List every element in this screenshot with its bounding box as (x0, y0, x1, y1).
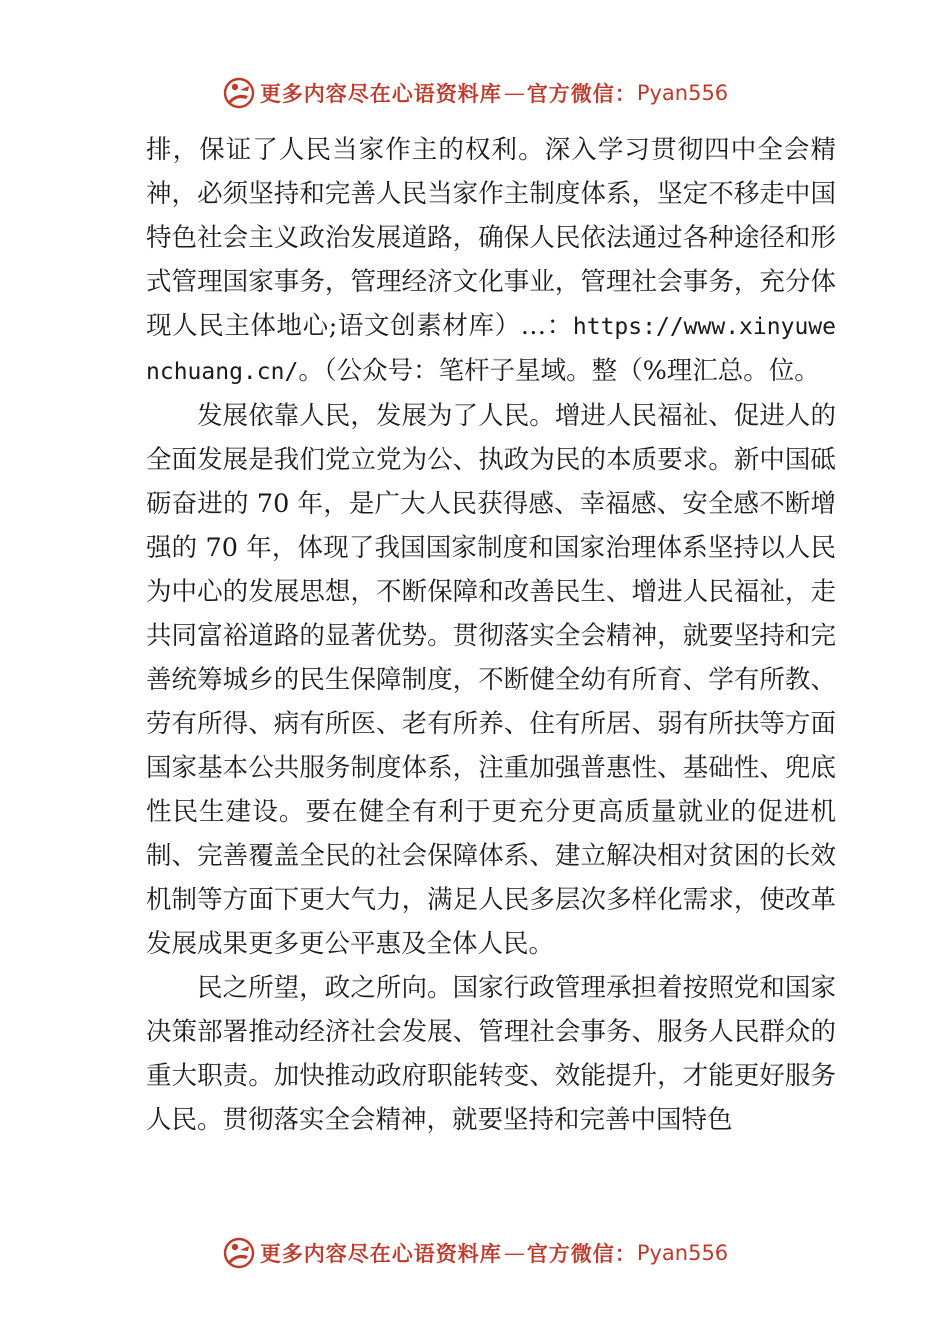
paragraph-1-text: 排，保证了人民当家作主的权利。深入学习贯彻四中全会精神，必须坚持和完善人民当家作主制度体系，坚定不移走中国特色社会主义政治发展道路，确保人民依法通过各种途径和形式管理国家事务，管理经济文化事业，管理社会事务，充分体现人民主体地心;语文创素材库）…： (146, 135, 836, 341)
footer-separator: — (503, 1241, 525, 1265)
footer-wechat-id: Pyan556 (636, 1241, 729, 1265)
footer-wechat-label: 官方微信： (526, 1241, 637, 1266)
header-banner (0, 70, 950, 116)
paragraph-2: 发展依靠人民，发展为了人民。增进人民福祉、促进人的全面发展是我们党立党为公、执政为民的本质要求。新中国砥砺奋进的 70 年，是广大人民获得感、幸福感、安全感不断增强的 70 年，体现了我国国家制度和国家治理体系坚持以人民为中心的发展思想，不断保障和改善民生、增进人民福祉，走共同富裕道路的显著优势。贯彻落实全会精神，就要坚持和完善统筹城乡的民生保障制度，不断健全幼有所育、学有所教、劳有所得、病有所医、老有所养、住有所居、弱有所扶等方面国家基本公共服务制度体系，注重加强普惠性、基础性、兜底性民生建设。要在健全有利于更充分更高质量就业的促进机制、完善覆盖全民的社会保障体系、建立解决相对贫困的长效机制等方面下更大气力，满足人民多层次多样化需求，使改革发展成果更多更公平惠及全体人民。 (146, 401, 836, 959)
reading-person-logo-icon (222, 1236, 256, 1270)
header-wechat-id: Pyan556 (636, 81, 729, 105)
document-body (146, 128, 836, 1142)
website-link[interactable]: https://www.xinyuwenchuang.cn/ (146, 314, 836, 385)
header-wechat-label: 官方微信： (526, 81, 637, 106)
footer-banner (0, 1230, 950, 1276)
header-separator: — (503, 81, 525, 105)
paragraph-3: 民之所望，政之所向。国家行政管理承担着按照党和国家决策部署推动经济社会发展、管理社会事务、服务人民群众的重大职责。加快推动政府职能转变、效能提升，才能更好服务人民。贯彻落实全会精神，就要坚持和完善中国特色 (146, 973, 836, 1135)
paragraph-1 (146, 128, 836, 394)
header-banner-text: 更多内容尽在心语资料库 (259, 81, 502, 106)
paragraph-1-tail: 。（公众号：笔杆子星域。整（%理汇总。位。 (298, 356, 820, 386)
footer-banner-text: 更多内容尽在心语资料库 (259, 1241, 502, 1266)
reading-person-logo-icon (222, 76, 256, 110)
